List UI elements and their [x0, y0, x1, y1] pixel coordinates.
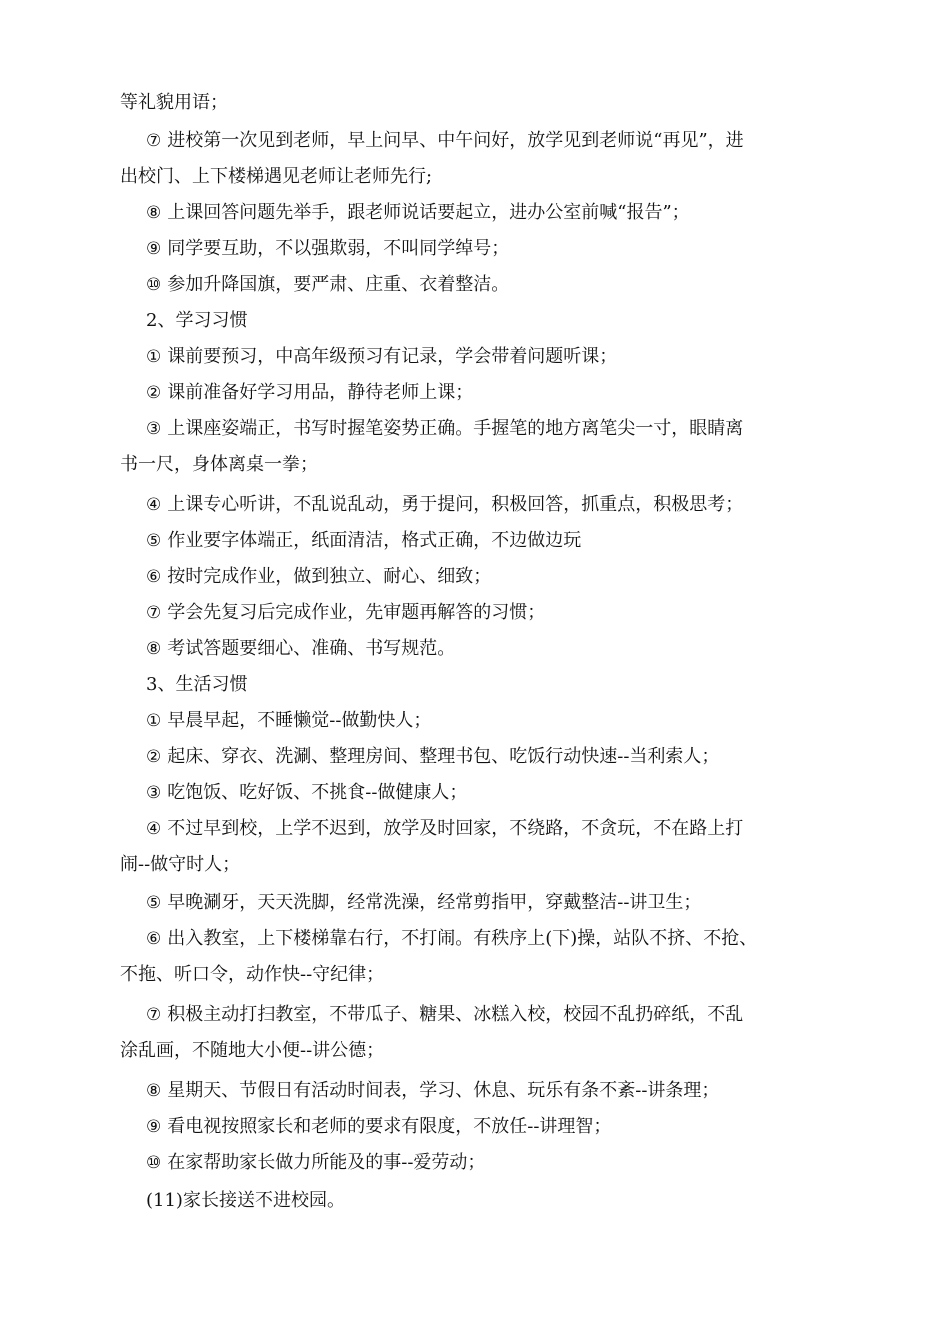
- heading-text: 3、生活习惯: [146, 674, 248, 695]
- item-text: 早晨早起，不睡懒觉--做勤快人；: [167, 710, 432, 731]
- item-number: ⑥: [146, 567, 162, 587]
- item-number: ③: [146, 783, 162, 803]
- section-heading: [146, 310, 247, 332]
- text-line: [120, 166, 432, 188]
- item-text: 考试答题要细心、准确、书写规范。: [167, 638, 456, 659]
- heading-text: 2、学习习惯: [146, 310, 248, 331]
- line-text: 涂乱画，不随地大小便--讲公德；: [120, 1040, 385, 1061]
- item-number: ②: [146, 383, 162, 403]
- list-item: [146, 782, 467, 804]
- item-text: 上课座姿端正，书写时握笔姿势正确。手握笔的地方离笔尖一寸，眼睛离: [167, 418, 744, 439]
- item-text: 吃饱饭、吃好饭、不挑食--做健康人；: [167, 782, 468, 803]
- list-item: [146, 602, 545, 624]
- item-number: ⑦: [146, 603, 162, 623]
- list-item: [146, 710, 431, 732]
- text-line: [120, 854, 240, 876]
- list-item: [146, 638, 455, 660]
- text-line: [120, 454, 318, 476]
- item-text: 参加升降国旗，要严肃、庄重、衣着整洁。: [167, 274, 510, 295]
- item-number: ⑩: [146, 1153, 162, 1173]
- list-item: [146, 530, 581, 552]
- item-number: ⑥: [146, 929, 162, 949]
- item-text: 在家帮助家长做力所能及的事--爱劳动；: [167, 1152, 486, 1173]
- item-number: ⑧: [146, 203, 162, 223]
- item-number: ③: [146, 419, 162, 439]
- list-item: [146, 202, 690, 224]
- line-text: 书一尺，身体离桌一拳；: [120, 454, 318, 475]
- line-text: 等礼貌用语；: [120, 92, 228, 113]
- item-text: 上课回答问题先举手，跟老师说话要起立，进办公室前喊“报告”；: [167, 202, 690, 223]
- item-text: 作业要字体端正，纸面清洁，格式正确，不边做边玩: [167, 530, 582, 551]
- item-text: 学会先复习后完成作业，先审题再解答的习惯；: [167, 602, 546, 623]
- list-item: [146, 746, 719, 768]
- list-item: [146, 928, 757, 950]
- list-item: [146, 566, 491, 588]
- list-item: [146, 418, 743, 440]
- item-number: ⑩: [146, 275, 162, 295]
- item-text: 出入教室，上下楼梯靠右行，不打闹。有秩序上(下)操，站队不挤、不抢、: [167, 928, 758, 949]
- list-item: [146, 1004, 743, 1026]
- item-number: ④: [146, 819, 162, 839]
- item-text: 星期天、节假日有活动时间表，学习、休息、玩乐有条不紊--讲条理；: [167, 1080, 720, 1101]
- list-item: [146, 274, 509, 296]
- item-number: ⑧: [146, 639, 162, 659]
- section-heading: [146, 674, 247, 696]
- item-number: ①: [146, 347, 162, 367]
- list-item: [146, 494, 743, 516]
- list-item: [146, 818, 743, 840]
- line-text: 不拖、听口令，动作快--守纪律；: [120, 964, 385, 985]
- text-line: [120, 92, 228, 114]
- list-item: [146, 1116, 611, 1138]
- item-number: ④: [146, 495, 162, 515]
- list-item: [146, 382, 473, 404]
- item-number: ⑨: [146, 239, 162, 259]
- item-number: ②: [146, 747, 162, 767]
- list-item: [146, 1152, 485, 1174]
- item-text: 上课专心听讲，不乱说乱动，勇于提问，积极回答，抓重点，积极思考；: [167, 494, 744, 515]
- item-number: ⑦: [146, 131, 162, 151]
- item-text: 同学要互助，不以强欺弱，不叫同学绰号；: [167, 238, 510, 259]
- item-number: ⑤: [146, 893, 162, 913]
- item-text: 起床、穿衣、洗涮、整理房间、整理书包、吃饭行动快速--当利索人；: [167, 746, 720, 767]
- list-item: [146, 1190, 345, 1212]
- list-item: [146, 346, 617, 368]
- item-text: 课前准备好学习用品，静待老师上课；: [167, 382, 474, 403]
- item-number: ⑧: [146, 1081, 162, 1101]
- item-text: (11)家长接送不进校园。: [146, 1190, 345, 1211]
- line-text: 出校门、上下楼梯遇见老师让老师先行;: [120, 166, 433, 187]
- item-text: 进校第一次见到老师，早上问早、中午问好，放学见到老师说“再见”，进: [167, 130, 744, 151]
- item-text: 看电视按照家长和老师的要求有限度，不放任--讲理智；: [167, 1116, 612, 1137]
- line-text: 闹--做守时人；: [120, 854, 241, 875]
- list-item: [146, 238, 509, 260]
- item-number: ⑤: [146, 531, 162, 551]
- list-item: [146, 1080, 719, 1102]
- item-text: 课前要预习，中高年级预习有记录，学会带着问题听课；: [167, 346, 618, 367]
- item-number: ⑨: [146, 1117, 162, 1137]
- list-item: [146, 130, 744, 152]
- item-text: 不过早到校，上学不迟到，放学及时回家，不绕路，不贪玩，不在路上打: [167, 818, 744, 839]
- item-text: 积极主动打扫教室，不带瓜子、糖果、冰糕入校，校园不乱扔碎纸，不乱: [167, 1004, 744, 1025]
- text-line: [120, 1040, 384, 1062]
- list-item: [146, 892, 701, 914]
- text-line: [120, 964, 384, 986]
- item-number: ⑦: [146, 1005, 162, 1025]
- item-number: ①: [146, 711, 162, 731]
- item-text: 按时完成作业，做到独立、耐心、细致；: [167, 566, 492, 587]
- item-text: 早晚涮牙，天天洗脚，经常洗澡，经常剪指甲，穿戴整洁--讲卫生；: [167, 892, 702, 913]
